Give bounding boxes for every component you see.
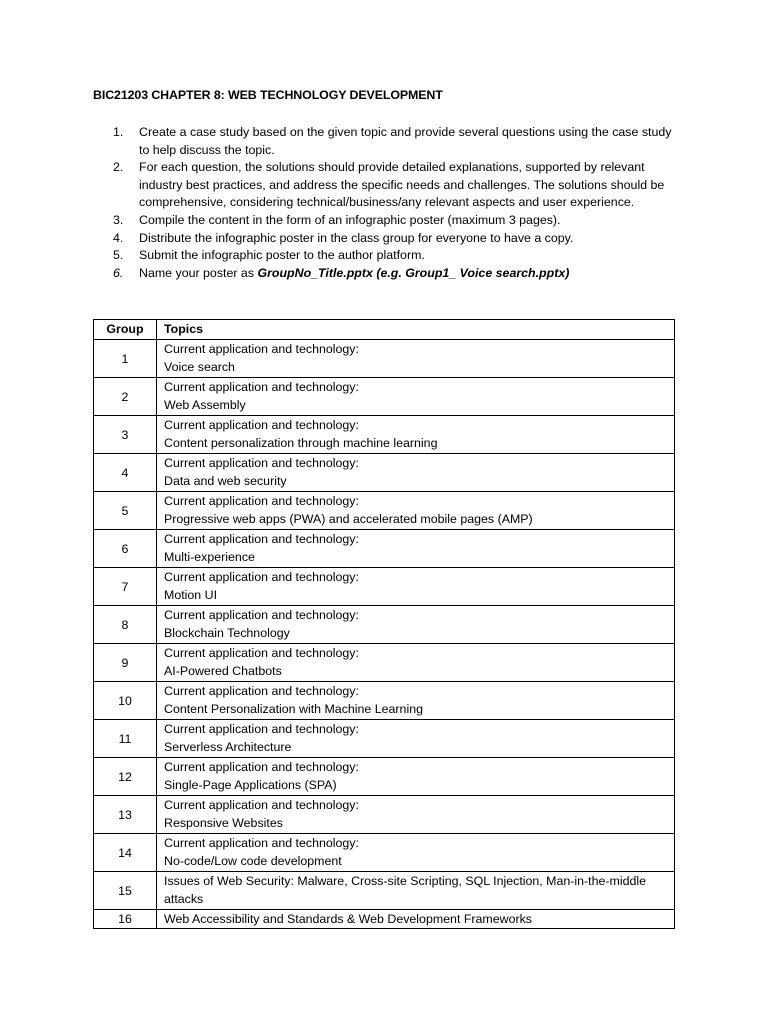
group-number-cell: 15	[94, 872, 157, 910]
instruction-number: 1.	[113, 125, 124, 139]
header-topics: Topics	[157, 320, 675, 340]
table-row	[94, 758, 675, 796]
table-row	[94, 416, 675, 454]
topic-cell	[157, 416, 675, 454]
topic-cell	[157, 454, 675, 492]
topic-line: Responsive Websites	[164, 816, 283, 831]
table-row	[94, 720, 675, 758]
topic-line: No-code/Low code development	[164, 854, 342, 869]
topic-line: Current application and technology:	[164, 798, 359, 812]
topic-line: Current application and technology:	[164, 760, 359, 774]
group-number-cell: 16	[94, 910, 157, 929]
group-number-cell: 2	[94, 378, 157, 416]
topic-cell	[157, 872, 675, 910]
topic-cell	[157, 758, 675, 796]
table-row	[94, 606, 675, 644]
topic-line: Web Accessibility and Standards & Web Development Frameworks	[164, 912, 532, 926]
topic-line: Current application and technology:	[164, 456, 359, 470]
group-number-cell: 4	[94, 454, 157, 492]
table-row	[94, 834, 675, 872]
instruction-text-plain: Submit the infographic poster to the author platform.	[139, 248, 425, 263]
topic-line: Current application and technology:	[164, 494, 359, 508]
instruction-item	[113, 212, 683, 230]
table-row	[94, 644, 675, 682]
topic-line: Data and web security	[164, 474, 287, 489]
instructions-list	[113, 124, 683, 282]
instruction-text-plain: For each question, the solutions should provide detailed explanations, supported by relevant industry best practices, and address the specific needs and challenges. The solutions should be comprehensive, considering technical/business/any relevant aspects and user experience.	[139, 160, 665, 210]
group-number-cell: 11	[94, 720, 157, 758]
instruction-text	[139, 247, 683, 265]
group-number-cell: 14	[94, 834, 157, 872]
topic-cell	[157, 644, 675, 682]
topic-line: Serverless Architecture	[164, 740, 292, 755]
topic-line: Content Personalization with Machine Learning	[164, 702, 423, 717]
topics-table	[93, 319, 675, 929]
instruction-text-plain: Name your poster as	[139, 265, 258, 280]
group-number-cell: 3	[94, 416, 157, 454]
table-header-row	[94, 320, 675, 340]
topic-cell	[157, 378, 675, 416]
topic-line: Current application and technology:	[164, 570, 359, 584]
instruction-number: 5.	[113, 248, 124, 263]
instruction-item	[113, 124, 683, 159]
instruction-number: 3.	[113, 212, 124, 227]
table-row	[94, 872, 675, 910]
table-row	[94, 910, 675, 929]
topic-cell	[157, 492, 675, 530]
instruction-item	[113, 265, 683, 283]
topic-line: attacks	[164, 892, 204, 907]
instruction-text-plain: Distribute the infographic poster in the class group for everyone to have a copy.	[139, 230, 574, 245]
topic-line: Current application and technology:	[164, 722, 359, 736]
instruction-text	[139, 230, 683, 248]
table-row	[94, 568, 675, 606]
topic-line: Content personalization through machine learning	[164, 436, 438, 451]
topic-line: Voice search	[164, 360, 235, 375]
topic-line: Current application and technology:	[164, 836, 359, 850]
table-row	[94, 340, 675, 378]
instruction-text-plain: Create a case study based on the given topic and provide several questions using the case study to help discuss the topic.	[139, 125, 672, 157]
topic-cell	[157, 834, 675, 872]
header-group: Group	[94, 320, 157, 340]
group-number-cell: 10	[94, 682, 157, 720]
instruction-item	[113, 247, 683, 265]
group-number-cell: 8	[94, 606, 157, 644]
topic-line: Motion UI	[164, 588, 218, 603]
table-row	[94, 492, 675, 530]
topic-line: AI-Powered Chatbots	[164, 664, 282, 679]
instruction-text	[139, 159, 683, 212]
topic-cell	[157, 568, 675, 606]
topic-line: Progressive web apps (PWA) and accelerated mobile pages (AMP)	[164, 512, 533, 527]
table-row	[94, 530, 675, 568]
group-number-cell: 9	[94, 644, 157, 682]
topic-line: Current application and technology:	[164, 608, 359, 622]
topic-line: Web Assembly	[164, 398, 246, 413]
group-number-cell: 6	[94, 530, 157, 568]
topic-line: Issues of Web Security: Malware, Cross-site Scripting, SQL Injection, Man-in-the-middle	[164, 874, 647, 888]
document-title: BIC21203 CHAPTER 8: WEB TECHNOLOGY DEVELOPMENT	[93, 88, 443, 102]
instruction-number: 2.	[113, 160, 124, 175]
instruction-filename-format: GroupNo_Title.pptx (e.g. Group1_ Voice search.pptx)	[257, 265, 570, 280]
group-number-cell: 12	[94, 758, 157, 796]
topic-line: Current application and technology:	[164, 684, 359, 698]
group-number-cell: 5	[94, 492, 157, 530]
instruction-number: 4.	[113, 230, 124, 245]
group-number-cell: 1	[94, 340, 157, 378]
topic-cell	[157, 682, 675, 720]
table-row	[94, 454, 675, 492]
table-row	[94, 796, 675, 834]
topic-cell	[157, 606, 675, 644]
topic-cell	[157, 340, 675, 378]
instruction-text	[139, 265, 683, 283]
topic-line: Multi-experience	[164, 550, 255, 565]
instruction-text	[139, 212, 683, 230]
topic-cell	[157, 796, 675, 834]
topic-line: Single-Page Applications (SPA)	[164, 778, 337, 793]
topic-cell	[157, 720, 675, 758]
instruction-text-plain: Compile the content in the form of an infographic poster (maximum 3 pages).	[139, 212, 561, 227]
instruction-item	[113, 159, 683, 212]
topic-line: Current application and technology:	[164, 380, 359, 394]
instruction-item	[113, 230, 683, 248]
topic-line: Current application and technology:	[164, 342, 359, 356]
group-number-cell: 7	[94, 568, 157, 606]
topic-line: Current application and technology:	[164, 418, 359, 432]
table-row	[94, 378, 675, 416]
instruction-text	[139, 124, 683, 159]
topic-cell	[157, 530, 675, 568]
table-row	[94, 682, 675, 720]
topic-cell	[157, 910, 675, 929]
topic-line: Current application and technology:	[164, 646, 359, 660]
instruction-number: 6.	[113, 265, 124, 280]
group-number-cell: 13	[94, 796, 157, 834]
topic-line: Current application and technology:	[164, 532, 359, 546]
topic-line: Blockchain Technology	[164, 626, 290, 641]
